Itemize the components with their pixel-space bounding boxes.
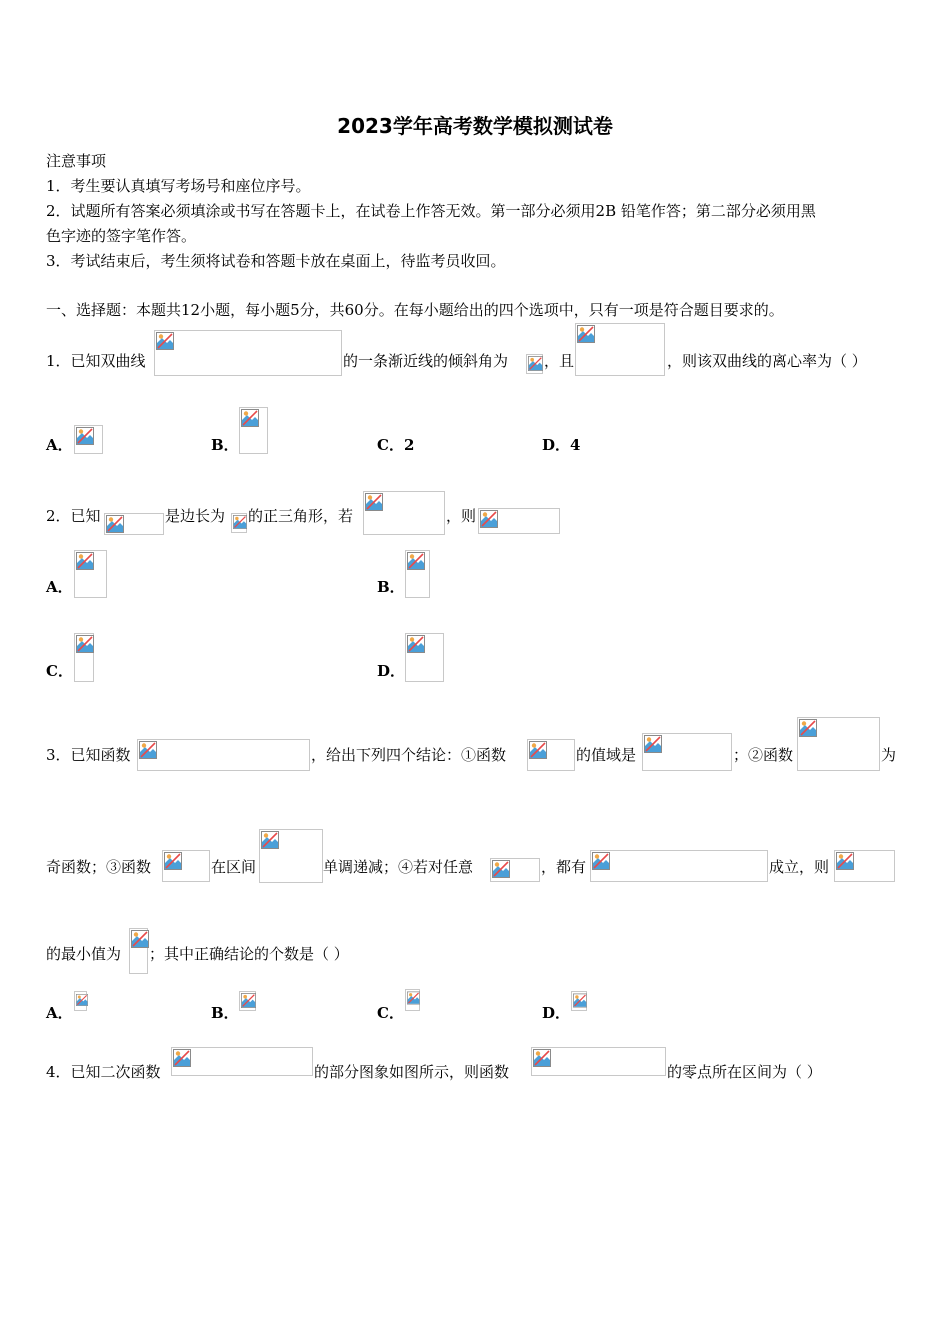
- formula-image-icon: [171, 1047, 313, 1076]
- q1-text: ，则该双曲线的离心率为（ ）: [667, 352, 867, 370]
- q2-text: 是边长为: [165, 507, 226, 525]
- q3-text: 3．已知函数: [46, 746, 131, 764]
- q3-text: 单调递减；④若对任意: [323, 858, 474, 876]
- q3-option-d: D．: [542, 1004, 571, 1022]
- q3-text: 的值域是: [576, 746, 637, 764]
- q4-text: 的部分图象如图所示，则函数: [314, 1063, 510, 1081]
- formula-image-icon: [642, 733, 732, 771]
- formula-image-icon: [74, 991, 87, 1011]
- q1-text: 的一条渐近线的倾斜角为: [343, 352, 509, 370]
- formula-image-icon: [259, 829, 323, 883]
- q4-text: 4．已知二次函数: [46, 1063, 161, 1081]
- formula-image-icon: [405, 633, 444, 682]
- q3-text: 在区间: [211, 858, 257, 876]
- q3-text: ，给出下列四个结论：①函数: [311, 746, 507, 764]
- q2-text: 的正三角形，若: [248, 507, 354, 525]
- formula-image-icon: [834, 850, 895, 882]
- formula-image-icon: [154, 330, 342, 376]
- q2-option-c: C．: [46, 662, 73, 680]
- q1-option-d: D．4: [542, 436, 581, 454]
- formula-image-icon: [129, 928, 148, 974]
- notice-heading: 注意事项: [46, 152, 107, 170]
- page-title: 2023学年高考数学模拟测试卷: [337, 114, 613, 138]
- q2-option-b: B．: [377, 578, 405, 596]
- formula-image-icon: [74, 633, 94, 682]
- formula-image-icon: [405, 550, 430, 598]
- q3-option-b: B．: [211, 1004, 239, 1022]
- formula-image-icon: [575, 323, 665, 376]
- formula-image-icon: [531, 1047, 666, 1076]
- formula-image-icon: [478, 508, 560, 534]
- formula-image-icon: [797, 717, 880, 771]
- formula-image-icon: [137, 739, 310, 771]
- q4-text: 的零点所在区间为（ ）: [667, 1063, 822, 1081]
- q3-option-a: A．: [46, 1004, 73, 1022]
- formula-image-icon: [162, 850, 210, 882]
- formula-image-icon: [74, 550, 107, 598]
- formula-image-icon: [527, 739, 575, 771]
- q1-text: ，且: [544, 352, 575, 370]
- q3-text: 为: [881, 746, 897, 764]
- formula-image-icon: [363, 491, 445, 535]
- q2-option-d: D．: [377, 662, 406, 680]
- formula-image-icon: [239, 407, 268, 454]
- q1-text: 1．已知双曲线: [46, 352, 146, 370]
- q3-text: 的最小值为: [46, 945, 122, 963]
- q3-text: ；其中正确结论的个数是（ ）: [149, 945, 349, 963]
- q1-option-c: C．2: [377, 436, 415, 454]
- q2-option-a: A．: [46, 578, 73, 596]
- formula-image-icon: [526, 354, 543, 374]
- formula-image-icon: [104, 513, 164, 535]
- formula-image-icon: [405, 989, 420, 1011]
- q1-option-a: A．: [46, 436, 73, 454]
- q3-text: ，都有: [541, 858, 587, 876]
- notice-item: 色字迹的签字笔作答。: [46, 227, 197, 245]
- formula-image-icon: [231, 513, 247, 533]
- formula-image-icon: [590, 850, 768, 882]
- q3-text: ；②函数: [733, 746, 794, 764]
- notice-item: 3．考试结束后，考生须将试卷和答题卡放在桌面上，待监考员收回。: [46, 252, 506, 270]
- q3-option-c: C．: [377, 1004, 404, 1022]
- q2-text: ，则: [446, 507, 477, 525]
- formula-image-icon: [571, 991, 587, 1011]
- q3-text: 成立，则: [769, 858, 830, 876]
- notice-item: 1．考生要认真填写考场号和座位序号。: [46, 177, 311, 195]
- formula-image-icon: [239, 991, 256, 1011]
- formula-image-icon: [490, 858, 540, 882]
- q2-text: 2．已知: [46, 507, 101, 525]
- q3-text: 奇函数；③函数: [46, 858, 152, 876]
- formula-image-icon: [74, 425, 103, 454]
- notice-item: 2．试题所有答案必须填涂或书写在答题卡上，在试卷上作答无效。第一部分必须用2B 铅笔作答；第二部分必须用黑: [46, 202, 816, 220]
- section-heading: 一、选择题：本题共12小题，每小题5分，共60分。在每小题给出的四个选项中，只有一项是符合题目要求的。: [46, 301, 784, 319]
- q1-option-b: B．: [211, 436, 239, 454]
